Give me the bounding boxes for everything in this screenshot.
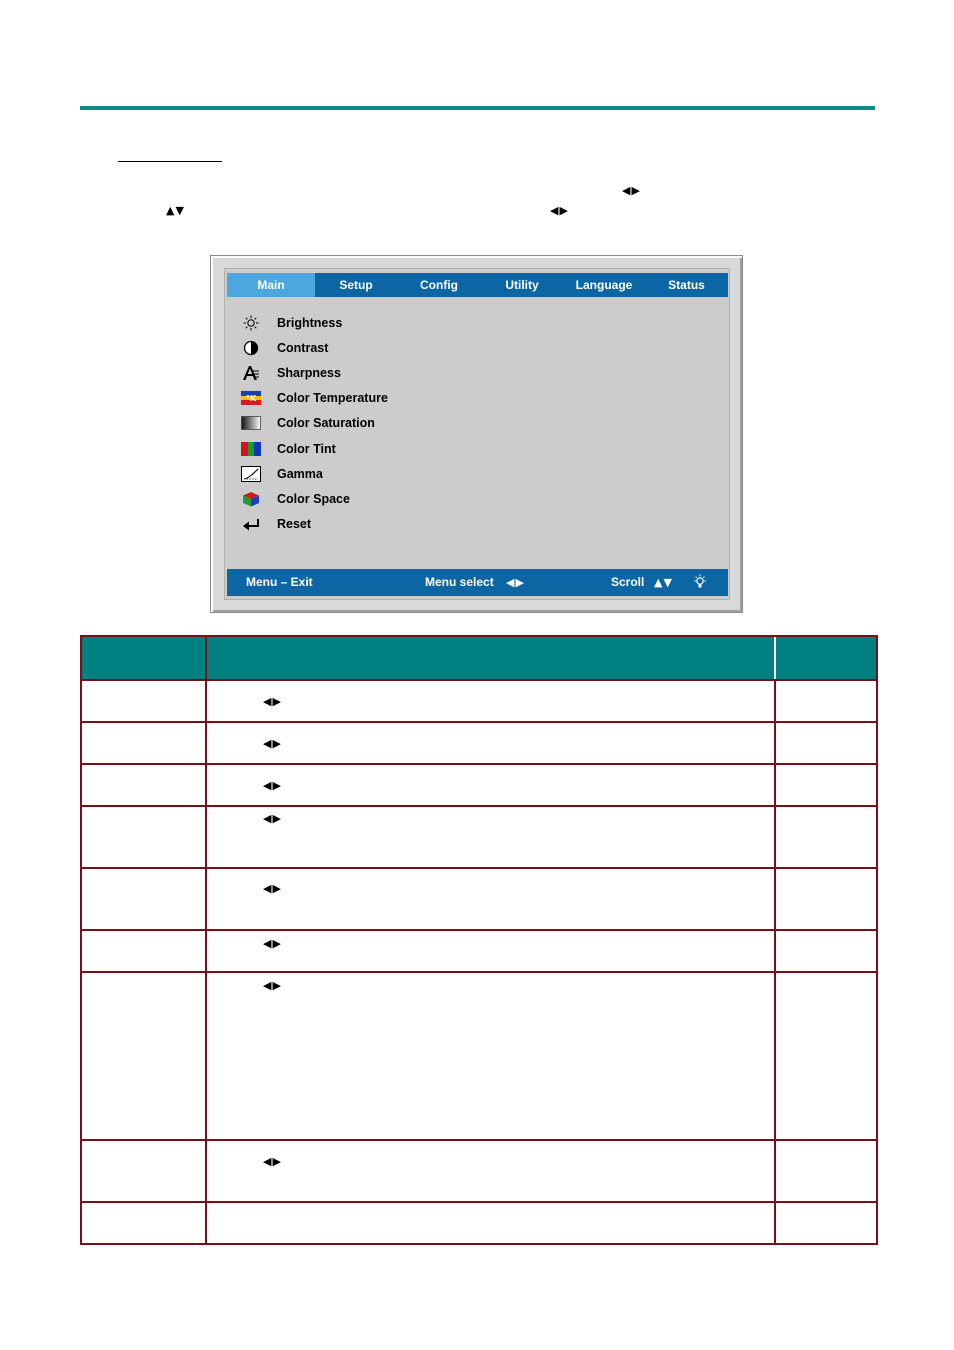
- menu-item-label: Brightness: [277, 315, 343, 330]
- rgb-bars-icon: [240, 441, 262, 457]
- svg-text:°K: °K: [245, 394, 257, 404]
- left-right-arrows-icon: ◀▶: [550, 204, 569, 217]
- osd-menu-list: [240, 310, 388, 537]
- saturation-gradient-icon: [240, 415, 262, 431]
- sun-icon: [240, 315, 262, 331]
- table-row-divider: [80, 1201, 878, 1203]
- tab-main[interactable]: Main: [227, 273, 315, 297]
- table-border: [80, 1243, 878, 1245]
- scroll-hint: Scroll: [611, 575, 645, 589]
- menu-item-color-saturation[interactable]: [240, 411, 388, 436]
- menu-item-color-temperature[interactable]: [240, 386, 388, 411]
- tab-setup[interactable]: Setup: [339, 278, 373, 292]
- left-right-arrows-icon: ◀▶: [263, 695, 282, 708]
- menu-item-label: Color Space: [277, 491, 350, 506]
- left-right-arrows-icon: ◀▶: [506, 576, 525, 589]
- osd-tab-bar: [227, 273, 728, 297]
- bulb-icon: [693, 574, 707, 590]
- table-border: [876, 635, 878, 1245]
- left-right-arrows-icon: ◀▶: [263, 737, 282, 750]
- menu-item-label: Contrast: [277, 340, 329, 355]
- menu-exit-hint: Menu – Exit: [246, 575, 313, 589]
- tab-utility[interactable]: Utility: [505, 278, 539, 292]
- menu-select-hint: Menu select: [425, 575, 494, 589]
- table-row-divider: [80, 805, 878, 807]
- table-row-divider: [80, 971, 878, 973]
- section-heading-underline: [118, 161, 222, 162]
- table-row-divider: [80, 929, 878, 931]
- menu-item-reset[interactable]: [240, 512, 388, 537]
- menu-item-label: Reset: [277, 517, 312, 532]
- left-right-arrows-icon: ◀▶: [263, 779, 282, 792]
- color-cube-icon: [240, 491, 262, 507]
- menu-item-contrast[interactable]: [240, 335, 388, 360]
- table-header-divider: [774, 637, 776, 679]
- tab-config[interactable]: Config: [420, 278, 458, 292]
- menu-item-label: Color Temperature: [277, 391, 388, 406]
- osd-status-bar: [227, 569, 728, 596]
- left-right-arrows-icon: ◀▶: [263, 1155, 282, 1168]
- up-down-arrows-icon: ▲▼: [654, 576, 673, 589]
- table-border: [80, 635, 82, 1245]
- table-row-divider: [80, 721, 878, 723]
- tab-status[interactable]: Status: [668, 278, 705, 292]
- left-right-arrows-icon: ◀▶: [263, 882, 282, 895]
- left-right-arrows-icon: ◀▶: [263, 937, 282, 950]
- menu-item-color-space[interactable]: [240, 486, 388, 511]
- menu-item-brightness[interactable]: [240, 310, 388, 335]
- half-circle-icon: [240, 340, 262, 356]
- left-right-arrows-icon: ◀▶: [263, 812, 282, 825]
- menu-item-gamma[interactable]: [240, 461, 388, 486]
- table-row-divider: [80, 867, 878, 869]
- settings-table: [80, 635, 878, 1245]
- gamma-curve-icon: [240, 466, 262, 482]
- menu-item-label: Color Saturation: [277, 416, 375, 431]
- menu-item-color-tint[interactable]: [240, 436, 388, 461]
- return-arrow-icon: [240, 516, 262, 532]
- sharpness-a-icon: [240, 365, 262, 381]
- left-right-arrows-icon: ◀▶: [622, 184, 641, 197]
- menu-item-label: Color Tint: [277, 441, 336, 456]
- table-border: [80, 635, 878, 637]
- table-column-divider: [205, 635, 207, 1245]
- up-down-arrows-icon: ▲▼: [166, 204, 185, 217]
- left-right-arrows-icon: ◀▶: [263, 979, 282, 992]
- table-row-divider: [80, 1139, 878, 1141]
- header-rule: [80, 106, 875, 110]
- menu-item-sharpness[interactable]: [240, 360, 388, 385]
- menu-item-label: Gamma: [277, 466, 323, 481]
- tab-language[interactable]: Language: [575, 278, 633, 292]
- table-row-divider: [80, 763, 878, 765]
- table-header: [82, 637, 876, 679]
- menu-item-label: Sharpness: [277, 365, 341, 380]
- color-temperature-icon: [240, 390, 262, 406]
- table-row-divider: [80, 679, 878, 681]
